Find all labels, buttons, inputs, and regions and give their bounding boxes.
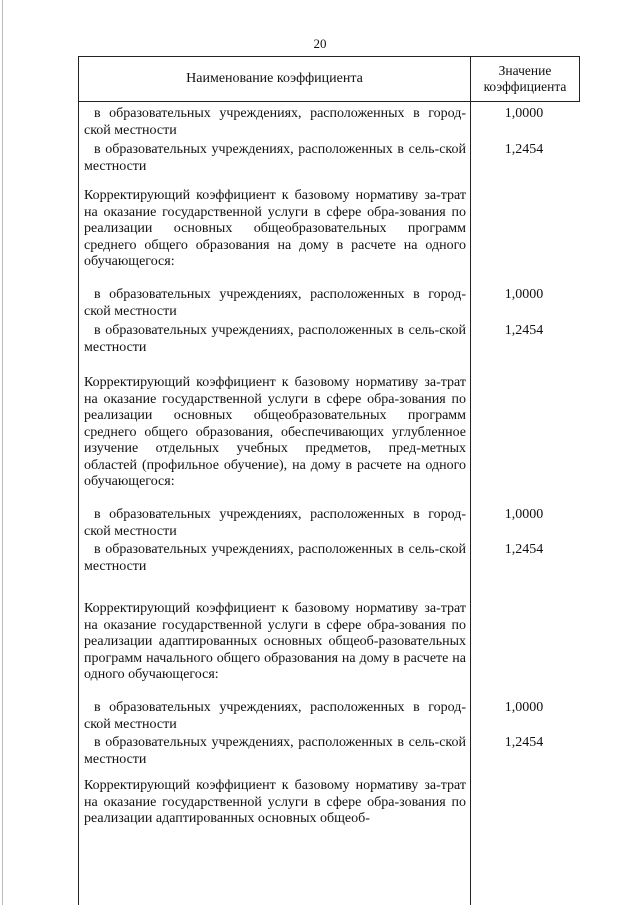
row-text: в образовательных учреждениях, расположенных в сель-ской местности [84, 323, 466, 355]
row-value: 1,2454 [504, 542, 544, 557]
column-header-value [471, 57, 579, 101]
row-value: 1,0000 [504, 106, 544, 121]
column-header-value-line2: коэффициента [483, 79, 567, 94]
row-value: 1,0000 [504, 700, 544, 715]
row-text: в образовательных учреждениях, расположенных в сель-ской местности [84, 142, 466, 174]
row-text: в образовательных учреждениях, расположенных в город-ской местности [84, 287, 466, 319]
row-text: в образовательных учреждениях, расположенных в город-ской местности [84, 700, 466, 732]
column-header-name: Наименование коэффициента [79, 57, 471, 101]
row-text: в образовательных учреждениях, расположенных в город-ской местности [84, 106, 466, 138]
page-number: 20 [313, 36, 327, 51]
column-header-value-line1: Значение [498, 63, 552, 78]
row-text: в образовательных учреждениях, расположенных в город-ской местности [84, 507, 466, 539]
table-header [78, 56, 580, 102]
coefficient-heading: Корректирующий коэффициент к базовому нормативу за-трат на оказание государственной услуги в сфере обра-зования по реализации основных общеобразовательных программ среднего общего образования, обеспечивающих углубленное изучение отдельных учебных предметов, пред-метных областей (профильное обучение), на дому в расчете на одного обучающегося: [84, 375, 466, 489]
coefficient-heading: Корректирующий коэффициент к базовому нормативу за-трат на оказание государственной услуги в сфере обра-зования по реализации адаптированных основных общеоб- [84, 778, 466, 826]
row-value: 1,0000 [504, 287, 544, 302]
row-value: 1,2454 [504, 142, 544, 157]
row-text: в образовательных учреждениях, расположенных в сель-ской местности [84, 735, 466, 767]
row-value: 1,2454 [504, 323, 544, 338]
coefficient-heading: Корректирующий коэффициент к базовому нормативу за-трат на оказание государственной услуги в сфере обра-зования по реализации адаптированных основных общеоб-разовательных программ начального общего образования на дому в расчете на одного обучающегося: [84, 601, 466, 682]
row-text: в образовательных учреждениях, расположенных в сель-ской местности [84, 542, 466, 574]
row-value: 1,0000 [504, 507, 544, 522]
row-value: 1,2454 [504, 735, 544, 750]
coefficient-heading: Корректирующий коэффициент к базовому нормативу за-трат на оказание государственной услуги в сфере обра-зования по реализации основных общеобразовательных программ среднего общего образования на дому в расчете на одного обучающегося: [84, 188, 466, 269]
scan-edge [2, 0, 3, 905]
